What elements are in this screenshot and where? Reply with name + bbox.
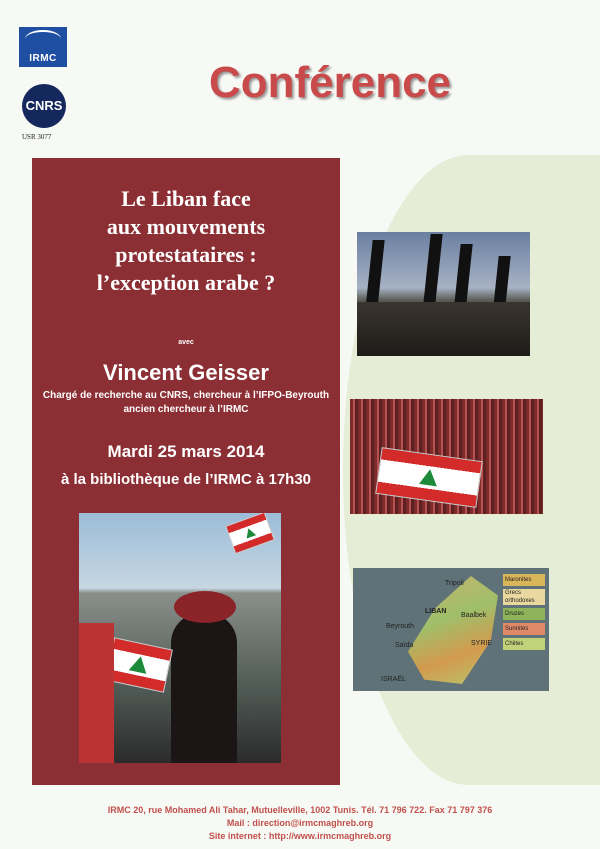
- footer-website: Site internet : http://www.irmcmaghreb.org: [208, 831, 392, 841]
- irmc-logo-arc: [25, 30, 61, 48]
- lebanese-flag-icon: [225, 513, 275, 554]
- map-label: LIBAN: [425, 608, 447, 615]
- legend-item: Grecs orthodoxes: [503, 589, 545, 605]
- footer-address: IRMC 20, rue Mohamed Ali Tahar, Mutuelleville, 1002 Tunis. Tél. 71 796 722. Fax 71 797 376: [107, 805, 493, 815]
- footer-mail: Mail : direction@irmcmaghreb.org: [226, 818, 374, 828]
- crowd-photo: [350, 399, 543, 514]
- map-legend: [503, 574, 545, 653]
- legend-item: Maronites: [503, 574, 545, 586]
- cnrs-logo: CNRS: [22, 84, 66, 128]
- with-label: avec: [178, 339, 194, 346]
- page-title: Conférence: [208, 58, 452, 107]
- conference-title: [32, 185, 340, 298]
- legend-item: Chiites: [503, 638, 545, 650]
- conference-title-line: l’exception arabe ?: [96, 270, 276, 296]
- speaker-role-line2: ancien chercheur à l’IRMC: [123, 404, 249, 415]
- red-beret: [174, 591, 236, 623]
- conference-title-line: protestataires :: [115, 242, 257, 268]
- black-flag: [423, 234, 442, 304]
- map-label: SYRIE: [471, 640, 493, 647]
- map-label: Baalbek: [461, 612, 487, 619]
- map-label: Beyrouth: [386, 623, 415, 630]
- legend-item: Sunnites: [503, 623, 545, 635]
- event-date: Mardi 25 mars 2014: [107, 442, 265, 461]
- irmc-logo-text: IRMC: [29, 53, 57, 64]
- woman-hair: [171, 613, 237, 763]
- conference-title-line: aux mouvements: [106, 214, 266, 240]
- lebanon-map-land: [408, 576, 498, 684]
- lebanese-flag-icon: [105, 637, 173, 693]
- legend-item: Druzes: [503, 608, 545, 620]
- map-label: Tripoli: [445, 580, 464, 587]
- lebanese-flag-icon: [375, 447, 483, 508]
- lebanon-map: [353, 568, 549, 691]
- map-label: ISRAËL: [381, 676, 406, 683]
- map-label: Saïda: [395, 642, 414, 649]
- speaker-role-line1: Chargé de recherche au CNRS, chercheur à l’IFPO-Beyrouth: [42, 390, 330, 401]
- conference-title-line: Le Liban face: [121, 186, 251, 211]
- crowd: [357, 302, 530, 356]
- usr-label: USR 3077: [22, 133, 52, 141]
- crowd-left: [79, 623, 114, 763]
- irmc-logo: [19, 27, 67, 67]
- black-flags-photo: [357, 232, 530, 356]
- speaker-name: Vincent Geisser: [103, 360, 269, 385]
- protest-photo: [79, 513, 281, 763]
- event-venue: à la bibliothèque de l’IRMC à 17h30: [60, 471, 312, 488]
- black-flag: [365, 240, 384, 310]
